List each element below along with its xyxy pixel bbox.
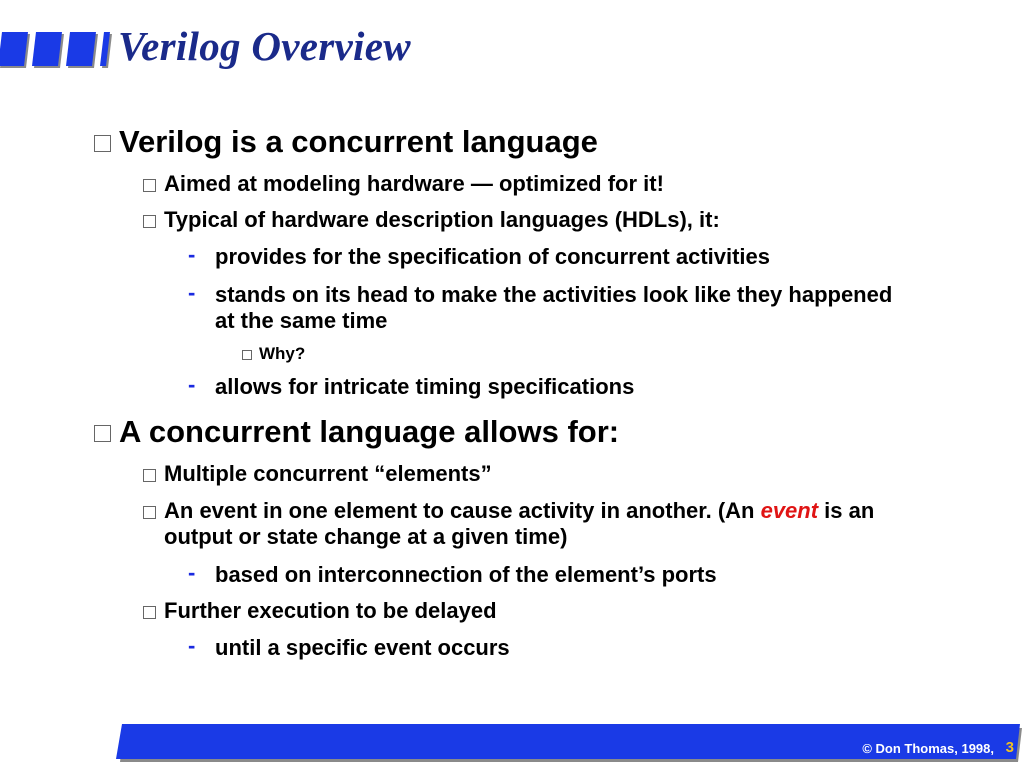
slide-title: Verilog Overview <box>118 23 411 69</box>
square-bullet-icon <box>94 425 111 442</box>
page-number: 3 <box>1005 739 1014 756</box>
dash-bullet: - <box>188 633 196 658</box>
bullet-text: Aimed at modeling hardware — optimized for it! <box>164 171 664 196</box>
bullet-item-l3 <box>188 633 510 661</box>
bullet-text: Verilog is a concurrent language <box>119 124 598 159</box>
bullet-text-before: An event in one element to cause activity in another. (An <box>164 498 761 523</box>
bullet-text: Further execution to be delayed <box>164 598 497 623</box>
bullet-item-l2 <box>164 207 720 233</box>
bullet-text: Typical of hardware description languages (HDLs), it: <box>164 207 720 232</box>
bullet-item-l4 <box>259 344 305 364</box>
square-bullet-icon <box>143 506 156 519</box>
bullet-text: Why? <box>259 344 306 363</box>
bullet-item-l3 <box>188 242 771 270</box>
bullet-text: Multiple concurrent “elements” <box>164 461 492 486</box>
square-bullet-icon <box>143 215 156 228</box>
square-bullet-icon <box>143 606 156 619</box>
dash-bullet: - <box>188 242 196 267</box>
square-bullet-icon <box>143 179 156 192</box>
square-bullet-icon <box>94 135 111 152</box>
bullet-item-l2 <box>164 171 664 197</box>
bullet-item-l1 <box>119 124 598 160</box>
dash-bullet: - <box>188 372 196 397</box>
bullet-item-l3 <box>188 372 635 400</box>
bullet-item-l3 <box>188 280 893 334</box>
bullet-text-continuation: at the same time <box>215 308 388 333</box>
bullet-text: based on interconnection of the element’s ports <box>215 562 717 587</box>
dash-bullet: - <box>188 560 196 585</box>
bullet-text-after: is an <box>818 498 875 523</box>
bullet-text: stands on its head to make the activities look like they happened <box>215 282 893 307</box>
bullet-item-l1 <box>119 414 619 450</box>
bullet-text: A concurrent language allows for: <box>119 414 620 449</box>
bullet-item-l2 <box>164 598 497 624</box>
highlighted-term: event <box>760 498 819 523</box>
bullet-text: allows for intricate timing specifications <box>215 374 635 399</box>
footer-copyright: © Don Thomas, 1998, <box>862 741 994 756</box>
bullet-text: provides for the specification of concurrent activities <box>215 244 771 269</box>
footer-bar <box>114 722 1022 762</box>
square-bullet-icon <box>242 350 252 360</box>
bullet-text: until a specific event occurs <box>215 635 510 660</box>
bullet-item-l3 <box>188 560 717 588</box>
square-bullet-icon <box>143 469 156 482</box>
bullet-item-l2 <box>164 461 492 487</box>
logo-stripes-icon <box>0 30 115 70</box>
dash-bullet: - <box>188 280 196 305</box>
bullet-text-continuation: output or state change at a given time) <box>164 524 568 549</box>
bullet-item-l2 <box>164 498 874 550</box>
